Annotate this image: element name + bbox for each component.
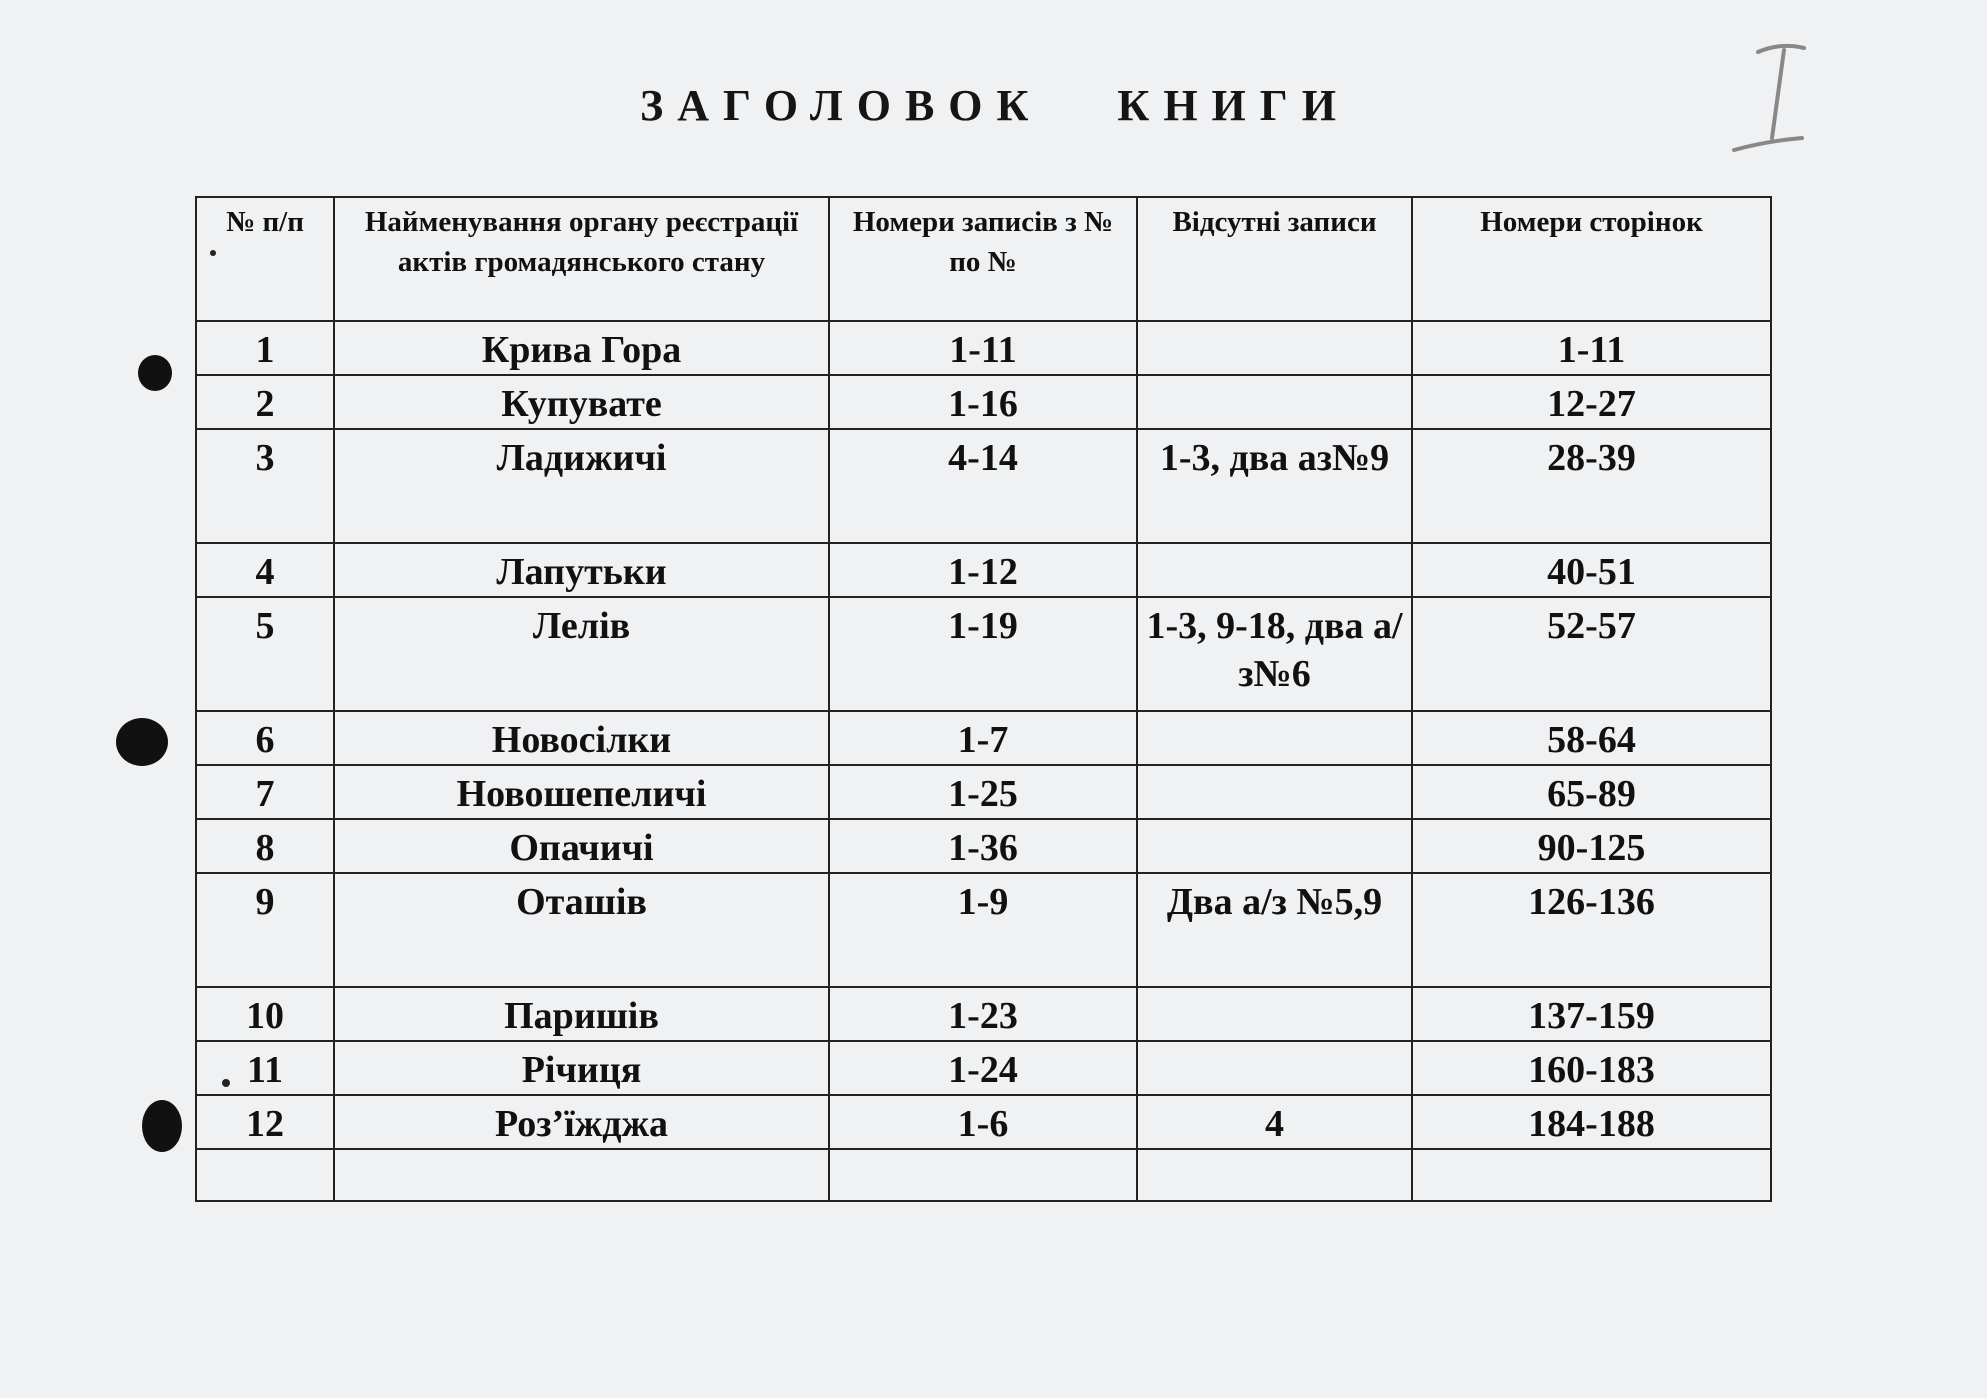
cell-missing-records: [1137, 543, 1412, 597]
table-row: [196, 873, 1771, 987]
cell-page-numbers: 65-89: [1412, 765, 1771, 819]
cell-missing-records: Два а/з №5,9: [1137, 873, 1412, 987]
cell-number: 11: [196, 1041, 334, 1095]
cell-empty: [1412, 1149, 1771, 1201]
document-title: ЗАГОЛОВОК КНИГИ: [640, 81, 1350, 130]
cell-missing-records: [1137, 375, 1412, 429]
handwritten-numeral-drawing: [1720, 40, 1820, 160]
cell-missing-records: [1137, 711, 1412, 765]
cell-record-numbers: 1-6: [829, 1095, 1137, 1149]
ink-dot: [222, 1079, 230, 1087]
cell-registry-office: Лелів: [334, 597, 829, 711]
cell-missing-records: 1-3, два аз№9: [1137, 429, 1412, 543]
cell-empty: [196, 1149, 334, 1201]
header-registry-office: Найменування органу реєстрації актів громадянського стану: [334, 197, 829, 321]
binding-hole: [116, 718, 168, 766]
cell-page-numbers: 1-11: [1412, 321, 1771, 375]
handwritten-page-number: [1720, 40, 1820, 160]
cell-record-numbers: 1-36: [829, 819, 1137, 873]
table-row: [196, 765, 1771, 819]
cell-page-numbers: 12-27: [1412, 375, 1771, 429]
cell-record-numbers: 1-23: [829, 987, 1137, 1041]
cell-missing-records: [1137, 987, 1412, 1041]
cell-number: 6: [196, 711, 334, 765]
cell-empty: [1137, 1149, 1412, 1201]
cell-number: 7: [196, 765, 334, 819]
table-row-empty: [196, 1149, 1771, 1201]
cell-registry-office: Річиця: [334, 1041, 829, 1095]
cell-number: 2: [196, 375, 334, 429]
cell-empty: [334, 1149, 829, 1201]
cell-registry-office: Роз’їжджа: [334, 1095, 829, 1149]
cell-registry-office: Лапутьки: [334, 543, 829, 597]
ink-dot: [210, 250, 216, 256]
cell-page-numbers: 28-39: [1412, 429, 1771, 543]
table-row: [196, 429, 1771, 543]
table-row: [196, 375, 1771, 429]
cell-number: 5: [196, 597, 334, 711]
cell-registry-office: Оташів: [334, 873, 829, 987]
binding-hole: [138, 355, 172, 391]
table-row: [196, 543, 1771, 597]
binding-hole: [142, 1100, 182, 1152]
cell-record-numbers: 1-7: [829, 711, 1137, 765]
cell-number: 12: [196, 1095, 334, 1149]
cell-missing-records: [1137, 321, 1412, 375]
cell-number: 8: [196, 819, 334, 873]
cell-record-numbers: 1-24: [829, 1041, 1137, 1095]
table-row: [196, 987, 1771, 1041]
cell-registry-office: Ладижичі: [334, 429, 829, 543]
table-row: [196, 819, 1771, 873]
cell-empty: [829, 1149, 1137, 1201]
cell-missing-records: [1137, 819, 1412, 873]
cell-registry-office: Крива Гора: [334, 321, 829, 375]
cell-record-numbers: 1-16: [829, 375, 1137, 429]
cell-number: 3: [196, 429, 334, 543]
cell-page-numbers: 126-136: [1412, 873, 1771, 987]
header-missing-records: Відсутні записи: [1137, 197, 1412, 321]
cell-missing-records: 4: [1137, 1095, 1412, 1149]
cell-page-numbers: 160-183: [1412, 1041, 1771, 1095]
cell-registry-office: Новошепеличі: [334, 765, 829, 819]
cell-missing-records: [1137, 765, 1412, 819]
table-row: [196, 1095, 1771, 1149]
cell-number: 10: [196, 987, 334, 1041]
cell-page-numbers: 137-159: [1412, 987, 1771, 1041]
cell-page-numbers: 90-125: [1412, 819, 1771, 873]
cell-page-numbers: 184-188: [1412, 1095, 1771, 1149]
table-row: [196, 597, 1771, 711]
cell-page-numbers: 52-57: [1412, 597, 1771, 711]
cell-number: 9: [196, 873, 334, 987]
cell-record-numbers: 1-11: [829, 321, 1137, 375]
cell-registry-office: Опачичі: [334, 819, 829, 873]
cell-record-numbers: 1-12: [829, 543, 1137, 597]
table-row: [196, 321, 1771, 375]
table-header-row: [196, 197, 1771, 321]
header-record-numbers: Номери записів з № по №: [829, 197, 1137, 321]
register-table: [195, 196, 1772, 1202]
cell-missing-records: [1137, 1041, 1412, 1095]
cell-registry-office: Купувате: [334, 375, 829, 429]
cell-registry-office: Паришів: [334, 987, 829, 1041]
header-page-numbers: Номери сторінок: [1412, 197, 1771, 321]
cell-record-numbers: 1-19: [829, 597, 1137, 711]
cell-number: 4: [196, 543, 334, 597]
cell-missing-records: 1-3, 9-18, два а/з№6: [1137, 597, 1412, 711]
header-number: № п/п: [196, 197, 334, 321]
cell-record-numbers: 1-25: [829, 765, 1137, 819]
cell-page-numbers: 40-51: [1412, 543, 1771, 597]
cell-record-numbers: 1-9: [829, 873, 1137, 987]
cell-record-numbers: 4-14: [829, 429, 1137, 543]
table-row: [196, 711, 1771, 765]
cell-page-numbers: 58-64: [1412, 711, 1771, 765]
cell-number: 1: [196, 321, 334, 375]
table-row: [196, 1041, 1771, 1095]
cell-registry-office: Новосілки: [334, 711, 829, 765]
